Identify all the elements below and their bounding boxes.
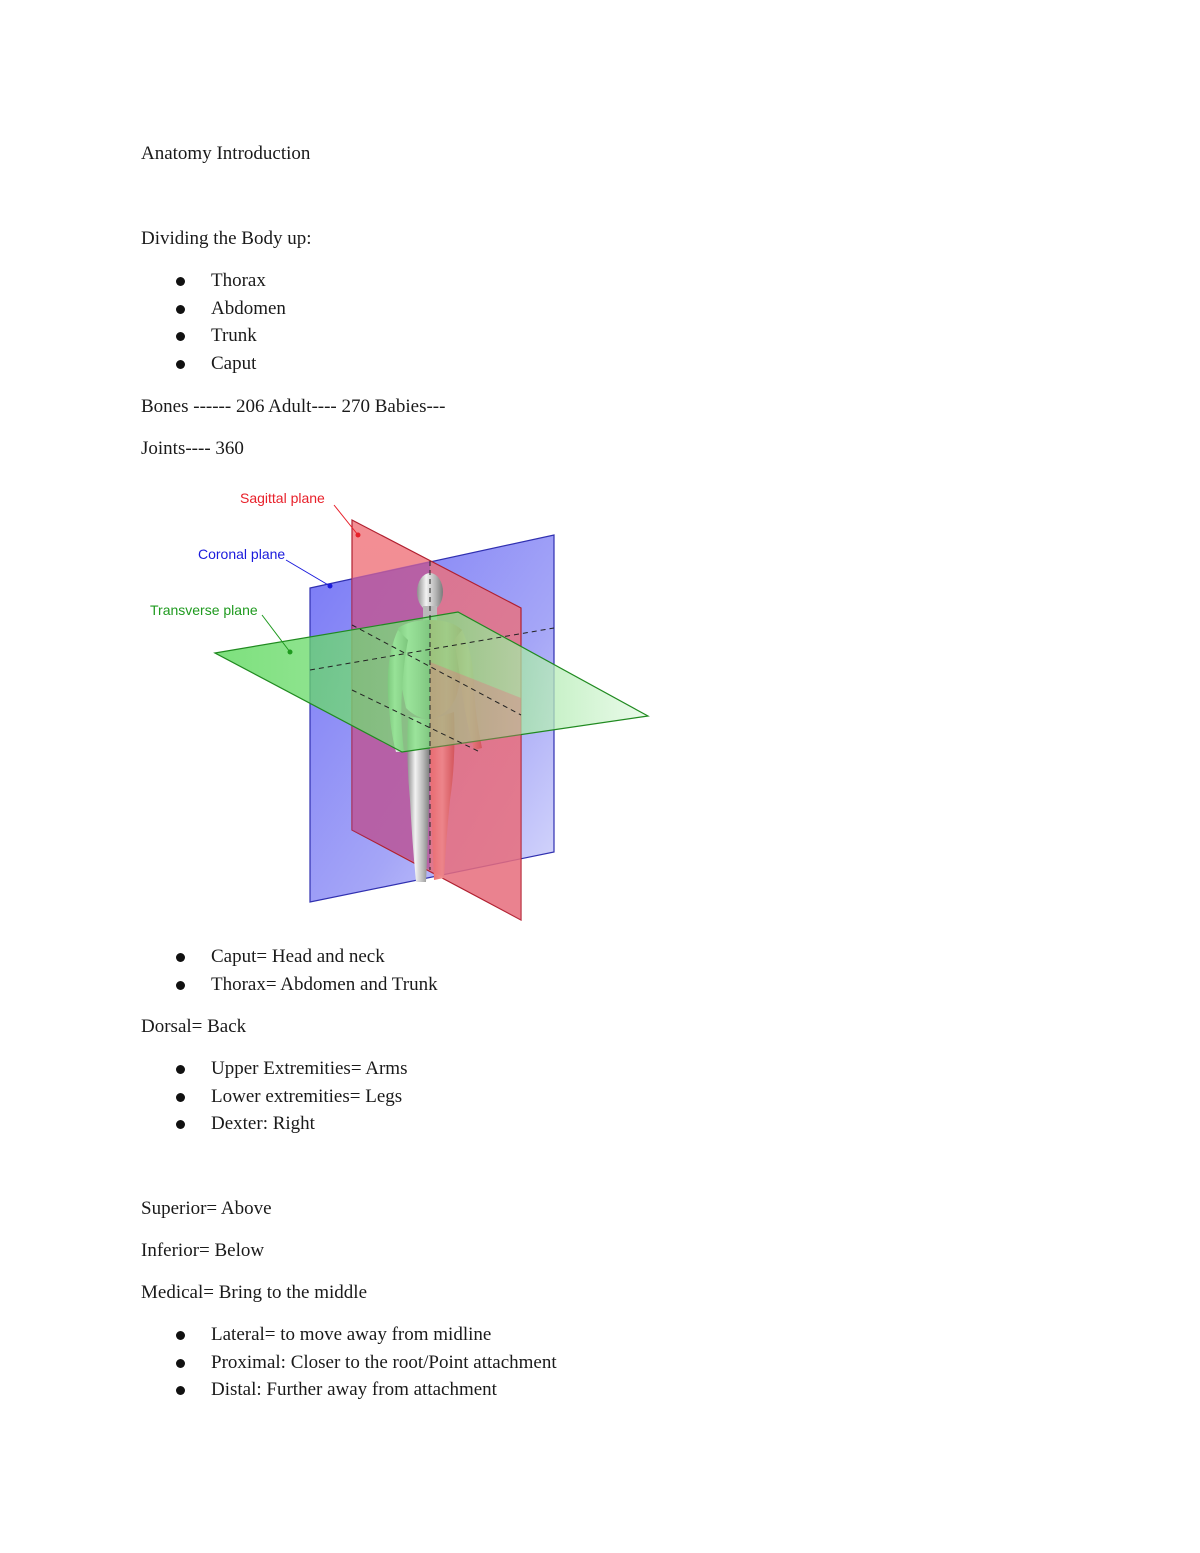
transverse-marker [288, 650, 293, 655]
bullet-icon [176, 305, 185, 314]
body-planes-illustration [140, 480, 660, 930]
dorsal-line: Dorsal= Back [141, 1016, 247, 1037]
sagittal-marker [356, 533, 361, 538]
coronal-plane-label: Coronal plane [198, 546, 286, 562]
bullet-icon [176, 981, 185, 990]
bullet-icon [176, 953, 185, 962]
body-planes-figure [140, 480, 660, 930]
superior-line: Superior= Above [141, 1198, 272, 1219]
bullet-icon [176, 1065, 185, 1074]
bullet-icon [176, 1331, 185, 1340]
coronal-marker [328, 584, 333, 589]
bullet-icon [176, 1386, 185, 1395]
document-title: Anatomy Introduction [141, 143, 311, 164]
joints-line: Joints---- 360 [141, 438, 244, 459]
medical-line: Medical= Bring to the middle [141, 1282, 368, 1303]
inferior-line: Inferior= Below [141, 1240, 265, 1261]
document-page: Anatomy Introduction Dividing the Body up: Thorax Abdomen Trunk Caput Bones ------ 206 Adult---- 270 Babies--- Joints---- 360 Sagittal plane Coronal plane Transverse plane Caput= Head and neck Thorax= Abdomen and Trunk Dorsal= Back Upper Extremities= Arms Lower extremities= Legs Dexter: Right Superior= Above Inferior= Below Medical= Bring to the middle Lateral= to move away from midline Proximal: Closer to the root/Point attachment Distal: Further away from attachment [0, 0, 1200, 1553]
bullet-icon [176, 1120, 185, 1129]
bullet-icon [176, 1359, 185, 1368]
sagittal-plane-label: Sagittal plane [240, 490, 325, 506]
bullet-icon [176, 360, 185, 369]
bones-line: Bones ------ 206 Adult---- 270 Babies--- [141, 396, 446, 417]
bullet-icon [176, 332, 185, 341]
dividing-heading: Dividing the Body up: [141, 228, 312, 249]
bullet-icon [176, 1093, 185, 1102]
bullet-icon [176, 277, 185, 286]
transverse-plane-label: Transverse plane [150, 602, 258, 618]
